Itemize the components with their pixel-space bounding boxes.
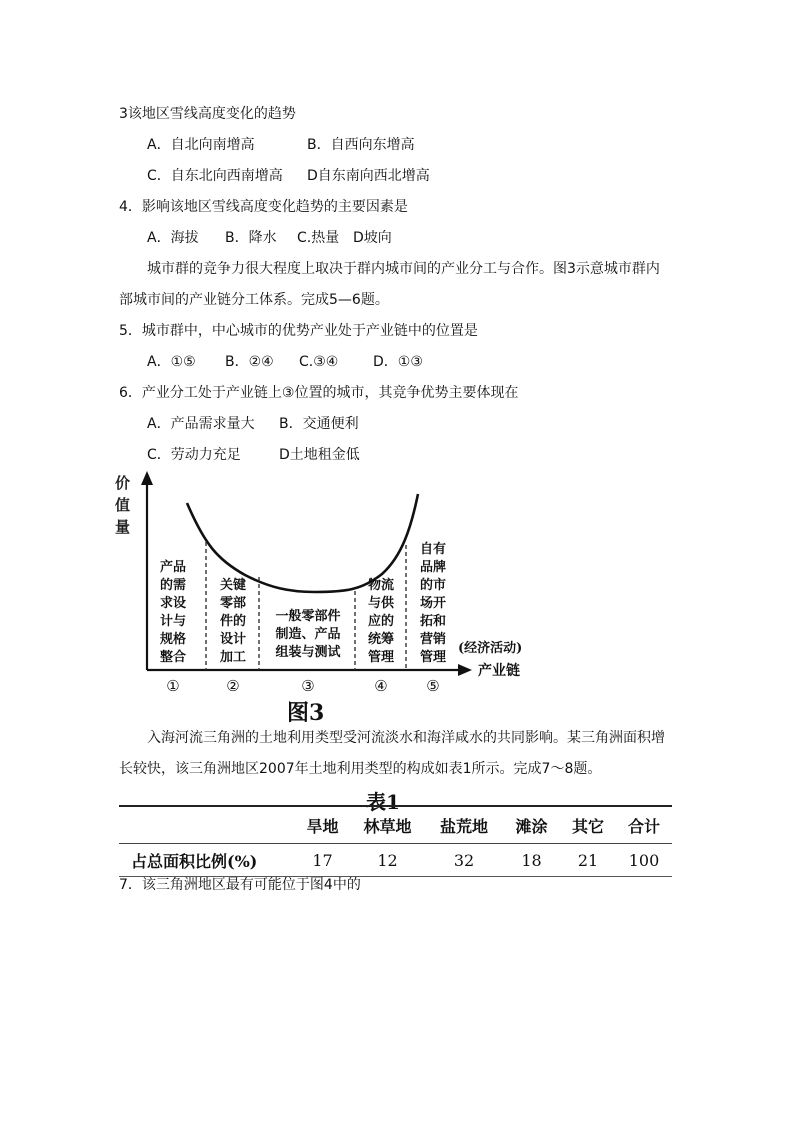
y-axis-label: [115, 474, 130, 536]
q4-option-d: D坡向: [353, 230, 392, 246]
section-5-line: 管理: [419, 650, 447, 665]
section-2-line: 零部: [219, 596, 247, 611]
q3-options-row2: [147, 166, 430, 186]
table-1: [119, 805, 672, 877]
table-header-row: [119, 806, 672, 844]
value-curve: [187, 494, 418, 592]
section-4-label: [368, 577, 395, 665]
q5-option-b: B．②④: [225, 354, 274, 370]
q4-options: [147, 228, 392, 248]
q6-option-d: D土地租金低: [279, 447, 360, 463]
marker-2: ②: [226, 677, 240, 695]
passage2-line1: 入海河流三角洲的土地利用类型受河流淡水和海洋咸水的共同影响。某三角洲面积增: [147, 730, 665, 746]
y-axis-label-char-2: 值: [115, 496, 131, 514]
table-cell: 18: [521, 851, 542, 870]
q3-option-b: B．自西向东增高: [307, 137, 415, 153]
section-2-line: 关键: [219, 578, 247, 593]
table-row-label: 占总面积比例(%): [131, 852, 258, 871]
marker-4: ④: [374, 677, 388, 695]
table-header-cell: 合计: [627, 817, 660, 836]
q5-stem: 5．城市群中，中心城市的优势产业处于产业链中的位置是: [119, 323, 478, 339]
q6-stem: 6．产业分工处于产业链上③位置的城市，其竞争优势主要体现在: [119, 385, 519, 401]
section-2-line: 加工: [219, 650, 247, 665]
section-4-line: 管理: [367, 650, 395, 665]
q6-option-a: A．产品需求量大: [147, 416, 255, 432]
figure-3-title: 图3: [287, 700, 325, 726]
section-2-line: 件的: [219, 614, 247, 629]
q5-option-c: C.③④: [299, 354, 339, 370]
section-1-line: 的需: [159, 578, 187, 593]
table-cell: 12: [377, 851, 398, 870]
q7-stem: 7．该三角洲地区最有可能位于图4中的: [119, 877, 361, 893]
x-axis-label: 产业链: [478, 663, 520, 679]
marker-3: ③: [301, 677, 315, 695]
marker-5: ⑤: [426, 677, 440, 695]
q3-option-d: D自东南向西北增高: [307, 168, 430, 184]
q6-option-c: C．劳动力充足: [147, 447, 241, 463]
section-3-line: 制造、产品: [275, 627, 341, 642]
q5-options: [147, 352, 423, 372]
section-4-line: 与供: [367, 596, 395, 611]
section-5-label: [419, 541, 447, 665]
passage2-line2: 长较快，该三角洲地区2007年土地利用类型的构成如表1所示。完成7～8题。: [119, 761, 602, 777]
section-1-label: [159, 559, 186, 665]
section-dividers: [206, 542, 406, 670]
q6-option-b: B．交通便利: [279, 416, 359, 432]
q5-option-d: D．①③: [373, 354, 423, 370]
section-2-line: 设计: [219, 632, 247, 647]
section-3-line: 一般零部件: [275, 609, 341, 624]
section-5-line: 拓和: [419, 614, 447, 629]
table-row: [119, 844, 672, 877]
q4-option-c: C.热量: [297, 230, 340, 246]
section-5-line: 的市: [419, 578, 447, 593]
q3-option-c: C．自东北向西南增高: [147, 168, 283, 184]
passage1-line1: 城市群的竞争力很大程度上取决于群内城市间的产业分工与合作。图3示意城市群内: [147, 261, 660, 277]
x-axis-arrow-icon: [458, 664, 472, 676]
section-2-label: [220, 577, 246, 665]
section-1-line: 整合: [159, 650, 187, 665]
table-header-cell: 旱地: [306, 817, 339, 836]
table-cell: 17: [312, 851, 333, 870]
section-3-line: 组装与测试: [275, 645, 341, 660]
economic-activity-label: (经济活动): [458, 641, 523, 656]
q6-options-row2: [147, 445, 360, 465]
section-1-line: 产品: [159, 560, 187, 575]
table-header-cell: 盐荒地: [439, 817, 488, 836]
q3-options-row1: [147, 135, 415, 155]
q4-option-a: A．海拔: [147, 230, 199, 246]
y-axis-label-char-3: 量: [115, 518, 131, 536]
y-axis-label-char-1: 价: [115, 474, 131, 492]
q3-stem: 3该地区雪线高度变化的趋势: [119, 106, 296, 122]
table-cell: 32: [453, 851, 475, 870]
section-5-line: 场开: [419, 596, 447, 611]
section-1-line: 求设: [159, 596, 187, 611]
y-axis-arrow-icon: [141, 471, 153, 485]
table-header-cell: [119, 806, 295, 844]
q3-option-a: A．自北向南增高: [147, 137, 255, 153]
section-4-line: 应的: [367, 614, 395, 629]
section-1-line: 规格: [159, 632, 187, 647]
section-5-line: 自有: [419, 542, 447, 557]
section-4-line: 统筹: [367, 632, 395, 647]
table-1-title: 表1: [366, 790, 400, 814]
q5-option-a: A．①⑤: [147, 354, 196, 370]
section-5-line: 品牌: [419, 560, 447, 575]
table-header-cell: 滩涂: [515, 817, 548, 836]
q6-options-row1: [147, 414, 359, 434]
q4-option-b: B．降水: [225, 230, 277, 246]
table-header-cell: 林草地: [363, 817, 412, 836]
table-cell: 100: [628, 851, 660, 870]
table-header-cell: 其它: [571, 817, 604, 836]
section-3-label: [275, 608, 341, 660]
section-4-line: 物流: [367, 578, 395, 593]
marker-1: ①: [166, 677, 180, 695]
section-5-line: 营销: [419, 632, 447, 647]
q4-stem: 4．影响该地区雪线高度变化趋势的主要因素是: [119, 199, 408, 215]
table-cell: 21: [577, 851, 599, 870]
section-1-line: 计与: [159, 614, 187, 629]
passage1-line2: 部城市间的产业链分工体系。完成5—6题。: [119, 292, 389, 308]
